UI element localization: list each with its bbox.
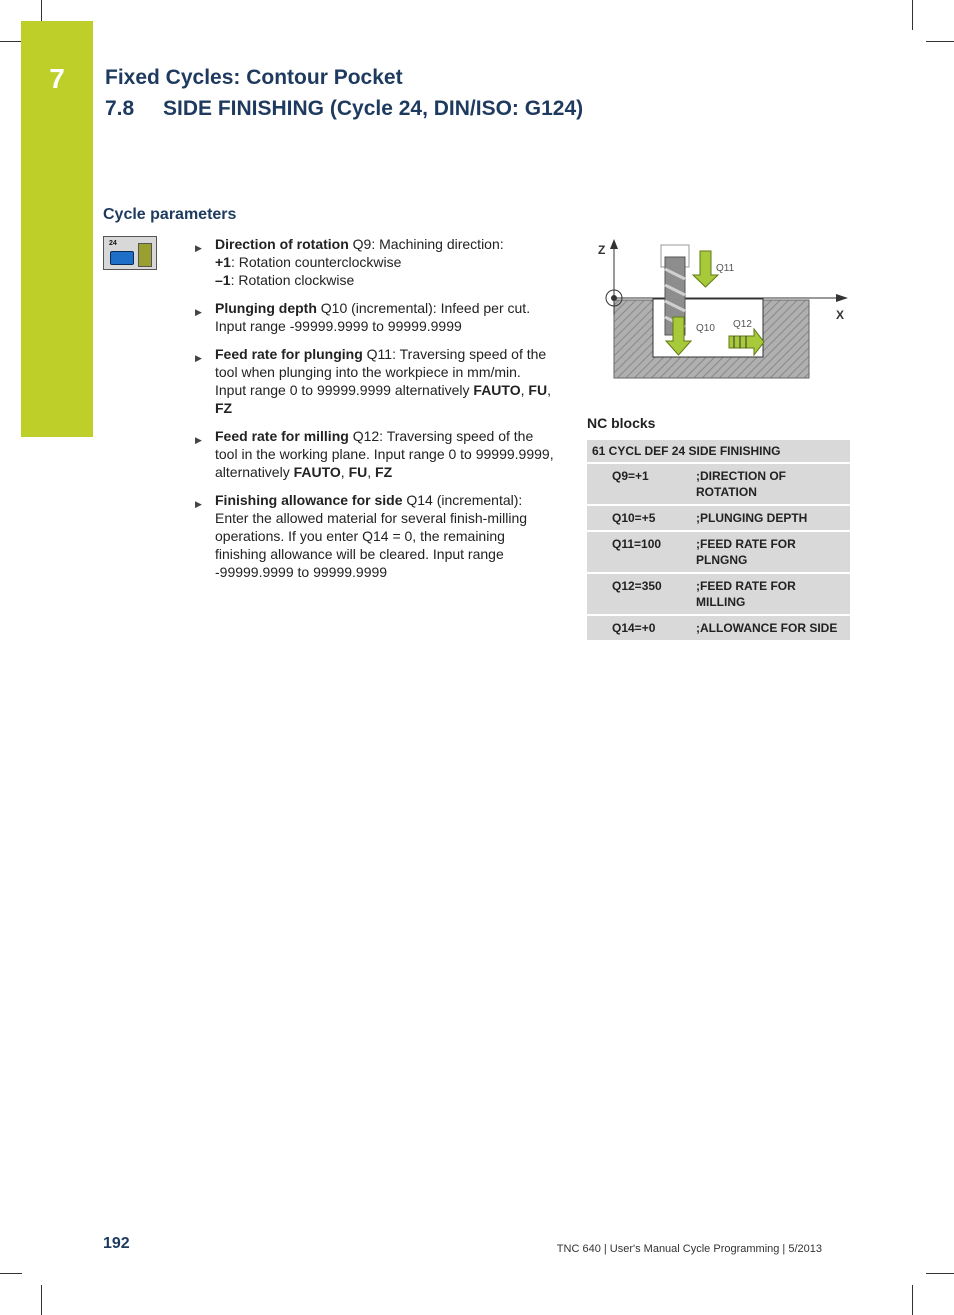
nc-code: Q10=+5 [587,505,690,531]
param-text: Q11: Traversing speed of the tool when plunging into the workpiece in mm/min. Input range 0 to 99999.9999 alternatively [215,346,547,398]
crop-mark [926,41,954,42]
nc-code: Q14=+0 [587,615,690,641]
cycle-24-softkey-icon [103,236,157,270]
nc-comment: ;DIRECTION OF ROTATION [690,463,850,505]
param-name: Finishing allowance for side [215,492,403,508]
q10-label: Q10 [696,323,715,334]
param-name: Feed rate for plunging [215,346,363,362]
table-row [587,573,850,615]
datum-center-icon [611,295,617,301]
crop-mark [0,41,22,42]
crop-mark [912,1285,913,1315]
crop-mark [926,1273,954,1274]
triangle-bullet-icon: ▶ [195,353,202,363]
tool-icon [138,243,152,267]
alt-value: FAUTO [473,382,521,398]
alt-value: FU [348,464,368,480]
param-finishing-allowance-side [195,491,555,581]
q11-label: Q11 [716,263,735,274]
chapter-title: Fixed Cycles: Contour Pocket [105,66,403,89]
option-value: –1 [215,272,231,288]
crop-mark [0,1273,22,1274]
nc-blocks-table [587,440,850,642]
option-text: : Rotation clockwise [230,272,355,288]
table-row [587,615,850,641]
nc-code: Q11=100 [587,531,690,573]
axis-z-label: Z [598,243,606,257]
alt-value: FZ [375,464,393,480]
crop-mark [41,0,42,22]
triangle-bullet-icon: ▶ [195,307,202,317]
param-direction-of-rotation [195,235,555,289]
param-name: Feed rate for milling [215,428,349,444]
axis-x-label: X [836,308,845,322]
param-feed-rate-plunging: ▶ Feed rate for plunging Q11: Traversing speed of the tool when plunging into the workpiece in mm/min. Input range 0 to 99999.9999 alternatively FAUTO, FU, FZ [195,346,551,416]
nc-blocks-heading: NC blocks [587,415,656,431]
triangle-bullet-icon: ▶ [195,243,202,253]
section-number: 7.8 [105,97,135,120]
section-name: SIDE FINISHING (Cycle 24, DIN/ISO: G124) [163,97,584,120]
parameter-list [195,235,555,591]
param-text: Q9: Machining direction: [348,236,504,252]
nc-comment: ;PLUNGING DEPTH [690,505,850,531]
crop-mark [41,1285,42,1315]
param-text: Q12: Traversing speed of the tool in the working plane. Input range 0 to 99999.9999, alternatively [215,428,554,480]
param-feed-rate-milling: ▶ Feed rate for milling Q12: Traversing speed of the tool in the working plane. Input range 0 to 99999.9999, alternatively FAUTO, FU, FZ [195,428,554,480]
chapter-number: 7 [49,63,65,94]
q11-arrow-icon [693,251,718,287]
nc-code: Q12=350 [587,573,690,615]
nc-comment: ;FEED RATE FOR PLNGNG [690,531,850,573]
param-text: Q14 (incremental): Enter the allowed material for several finish-milling operations. If you enter Q14 = 0, the remaining finishing allowance will be cleared. Input range -99999.9999 to 99999.9999 [215,492,528,580]
cycle-parameters-heading: Cycle parameters [103,206,237,223]
triangle-bullet-icon: ▶ [195,435,202,445]
nc-comment: ;FEED RATE FOR MILLING [690,573,850,615]
nc-code: Q9=+1 [587,463,690,505]
param-plunging-depth [195,299,555,335]
section-title [105,97,583,121]
softkey-label: 24 [109,240,117,247]
page-number: 192 [103,1235,130,1252]
param-text: Q10 (incremental): Infeed per cut. Input range -99999.9999 to 99999.9999 [215,300,531,334]
alt-value: FU [528,382,548,398]
side-finishing-diagram [590,235,852,385]
chapter-tab [21,21,93,437]
option-value: +1 [215,254,231,270]
table-row [587,440,850,463]
table-row [587,505,850,531]
option-text: : Rotation counterclockwise [230,254,402,270]
page-footer: TNC 640 | User's Manual Cycle Programming | 5/2013 [556,1243,822,1255]
pocket-icon [110,251,134,265]
table-row [587,531,850,573]
crop-mark [912,0,913,30]
table-row [587,463,850,505]
nc-comment: ;ALLOWANCE FOR SIDE [690,615,850,641]
z-axis-arrow-icon [610,239,618,249]
nc-header: 61 CYCL DEF 24 SIDE FINISHING [587,440,850,463]
param-name: Direction of rotation [215,236,349,252]
triangle-bullet-icon: ▶ [195,499,202,509]
q12-label: Q12 [733,319,752,330]
alt-value: FAUTO [293,464,341,480]
alt-value: FZ [215,400,233,416]
param-name: Plunging depth [215,300,317,316]
x-axis-arrow-icon [836,294,848,302]
